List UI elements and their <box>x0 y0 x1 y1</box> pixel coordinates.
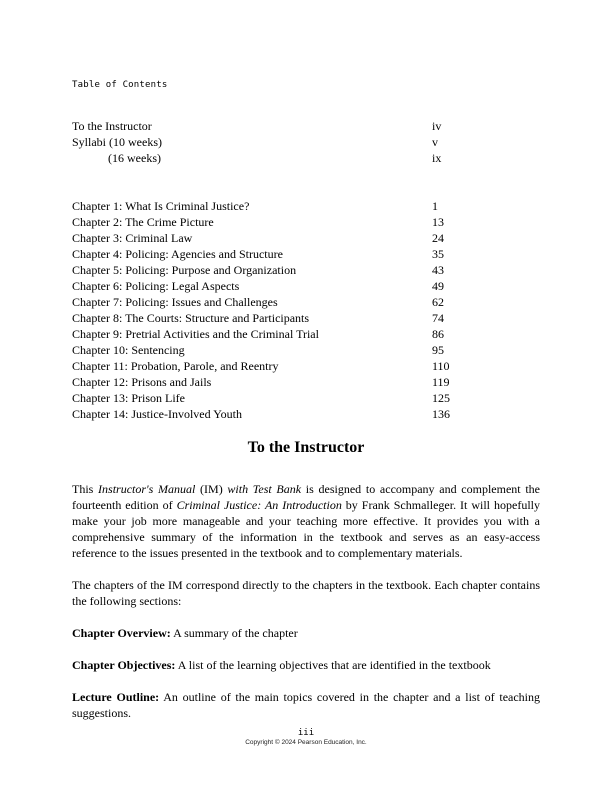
toc-entry <box>72 118 492 134</box>
toc-entry <box>72 374 492 390</box>
toc-chapter-list <box>72 198 492 422</box>
toc-entry-page: 24 <box>432 231 444 245</box>
section-objectives: Chapter Objectives: A list of the learning objectives that are identified in the textbook <box>72 658 491 672</box>
intro-paragraph: This Instructor's Manual (IM) with Test Bank is designed to accompany and complement the fourteenth edition of Criminal Justice: An Introduction by Frank Schmalleger. It will hopefully make your job more manageable and your teaching more effective. It provides you with a comprehensive summary of the information in the textbook and serves as an easy-access reference to the issues presented in the textbook and to complementary materials. <box>72 482 540 560</box>
section-lecture-outline: Lecture Outline: An outline of the main topics covered in the chapter and a list of teaching suggestions. <box>72 690 541 720</box>
toc-entry <box>72 326 492 342</box>
toc-entry <box>72 246 492 262</box>
toc-entry-page: 110 <box>432 359 450 373</box>
toc-entry-page: 62 <box>432 295 444 309</box>
toc-entry-page: v <box>432 135 438 149</box>
toc-entry <box>72 150 492 166</box>
chapters-paragraph: The chapters of the IM correspond directly to the chapters in the textbook. Each chapter contains the following sections: <box>72 578 540 608</box>
toc-entry <box>72 310 492 326</box>
toc-entry-title: Chapter 3: Criminal Law <box>72 231 193 245</box>
toc-entry-title: Chapter 11: Probation, Parole, and Reentry <box>72 359 279 373</box>
toc-entry-page: 49 <box>432 279 444 293</box>
book-title: Criminal Justice: An Introduction <box>176 498 342 512</box>
toc-entry-title: Chapter 14: Justice-Involved Youth <box>72 407 242 421</box>
toc-entry-title: Chapter 9: Pretrial Activities and the Criminal Trial <box>72 327 319 341</box>
im-title: Instructor's Manual <box>98 482 196 496</box>
toc-entry <box>72 342 492 358</box>
toc-entry-page: 95 <box>432 343 444 357</box>
toc-entry-title: Chapter 2: The Crime Picture <box>72 215 214 229</box>
toc-entry-title: Chapter 7: Policing: Issues and Challenges <box>72 295 278 309</box>
toc-entry <box>72 198 492 214</box>
toc-entry-page: 43 <box>432 263 444 277</box>
toc-entry <box>72 262 492 278</box>
toc-entry <box>72 278 492 294</box>
toc-entry-page: 74 <box>432 311 444 325</box>
toc-entry <box>72 294 492 310</box>
toc-entry <box>72 406 492 422</box>
copyright-notice: Copyright © 2024 Pearson Education, Inc. <box>245 739 367 746</box>
toc-heading: Table of Contents <box>72 80 168 90</box>
toc-front-matter <box>72 118 492 166</box>
toc-entry-title: (16 weeks) <box>108 151 161 165</box>
toc-entry-title: To the Instructor <box>72 119 152 133</box>
toc-entry-page: 35 <box>432 247 444 261</box>
toc-entry-title: Syllabi (10 weeks) <box>72 135 162 149</box>
toc-entry-page: 13 <box>432 215 444 229</box>
toc-entry <box>72 134 492 150</box>
toc-entry <box>72 230 492 246</box>
section-title: To the Instructor <box>247 439 365 456</box>
toc-entry-page: 125 <box>432 391 450 405</box>
toc-entry-page: ix <box>432 151 442 165</box>
toc-entry <box>72 214 492 230</box>
page-number: iii <box>297 728 315 738</box>
toc-entry-title: Chapter 4: Policing: Agencies and Structure <box>72 247 283 261</box>
toc-entry-page: 86 <box>432 327 444 341</box>
toc-entry-page: iv <box>432 119 442 133</box>
toc-entry-title: Chapter 5: Policing: Purpose and Organization <box>72 263 297 277</box>
toc-entry-title: Chapter 6: Policing: Legal Aspects <box>72 279 240 293</box>
toc-entry-page: 136 <box>432 407 450 421</box>
toc-entry-page: 1 <box>432 199 438 213</box>
toc-entry-title: Chapter 8: The Courts: Structure and Participants <box>72 311 310 325</box>
toc-entry-page: 119 <box>432 375 450 389</box>
section-overview: Chapter Overview: A summary of the chapter <box>72 626 298 640</box>
toc-entry-title: Chapter 12: Prisons and Jails <box>72 375 212 389</box>
toc-entry-title: Chapter 10: Sentencing <box>72 343 185 357</box>
test-bank-title: with Test Bank <box>227 482 302 496</box>
toc-entry-title: Chapter 1: What Is Criminal Justice? <box>72 199 250 213</box>
toc-entry <box>72 358 492 374</box>
toc-entry <box>72 390 492 406</box>
toc-entry-title: Chapter 13: Prison Life <box>72 391 185 405</box>
